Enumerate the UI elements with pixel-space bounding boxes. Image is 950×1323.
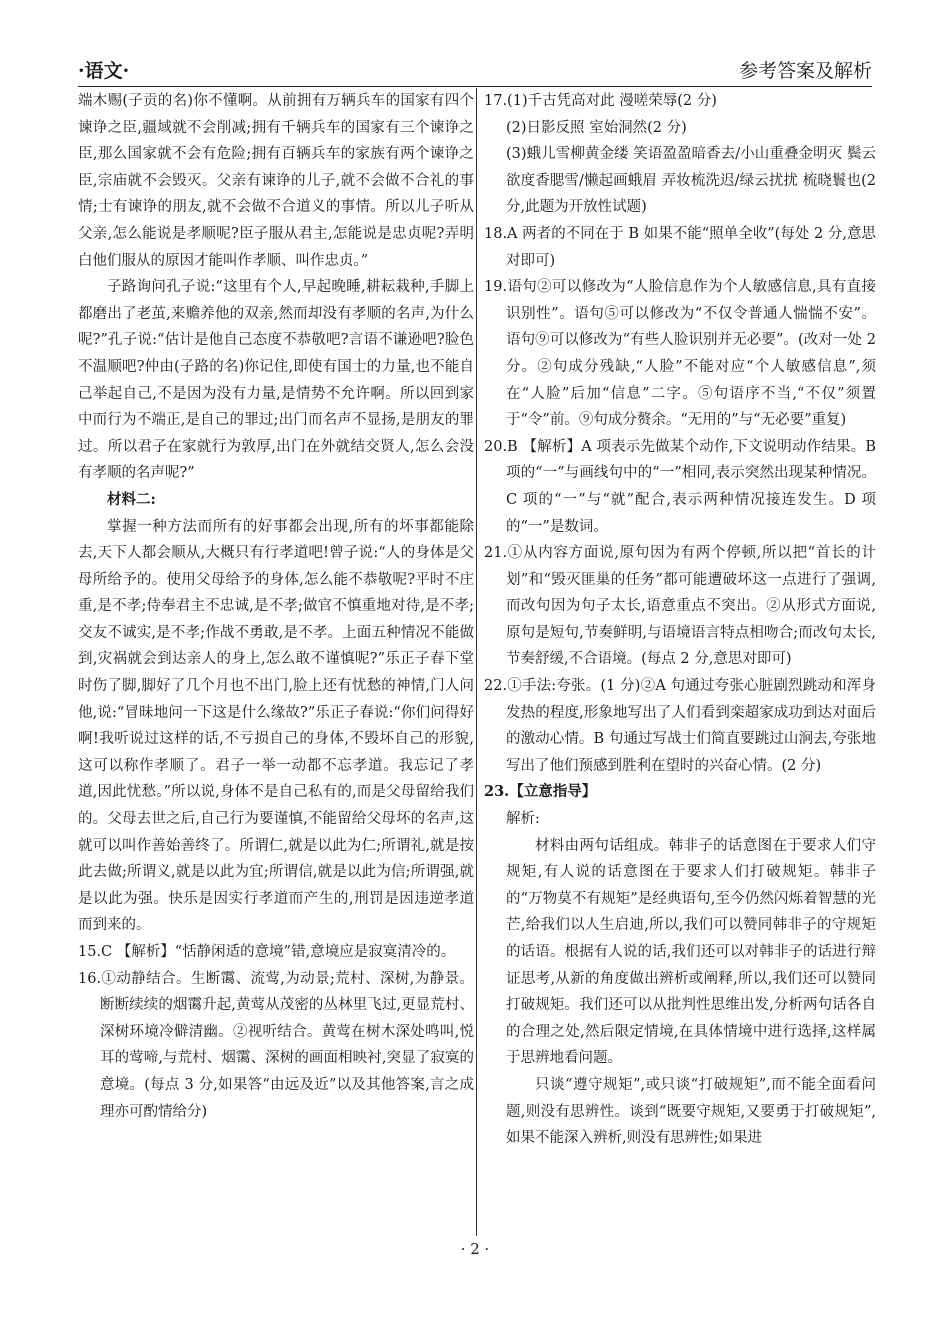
answer-17-3: (3)蛾儿雪柳黄金缕 笑语盈盈暗香去/小山重叠金明灭 鬓云欲度香腮雪/懒起画蛾眉 弄妆梳洗迟/绿云扰扰 梳晓鬟也(2 分,此题为开放性试题): [506, 146, 876, 216]
answer-23-title: 23.【立意指导】: [484, 783, 597, 801]
translation-paragraph: 掌握一种方法而所有的好事都会出现,所有的坏事都能除去,天下人都会顺从,大概只有行孝道吧!曾子说:“人的身体是父母所给予的。使用父母给予的身体,怎么能不恭敬呢?平时不庄重,是不孝;侍奉君主不忠诚,是不孝;做官不慎重地对待,是不孝;交友不诚实,是不孝;作战不勇敢,是不孝。上面五种情况不能做到,灾祸就会到达亲人的身上,怎么敢不谨慎呢?”乐正子春下堂时伤了脚,脚好了几个月也不出门,脸上还有忧愁的神情,门人问他,说:“冒昧地问一下这是什么缘故?”乐正子春说:“你们问得好啊!我听说过这样的话,不亏损自己的身体,不毁坏自己的形貌,这可以称作孝顺了。君子一举一动都不忘孝道。我忘记了孝道,因此忧愁。”所以说,身体不是自己私有的,而是父母留给我们的。父母去世之后,自己行为要谨慎,不能留给父母坏的名声,这就可以叫作善始善终了。所谓仁,就是以此为仁;所谓礼,就是按此去做;所谓义,就是以此为宜;所谓信,就是以此为信;所谓强,就是以此为强。快乐是因实行孝道而产生的,刑罚是因违逆孝道而到来的。: [78, 518, 474, 934]
section-title: 参考答案及解析: [738, 60, 872, 82]
left-column: [78, 88, 474, 1125]
material-heading: 材料二:: [107, 490, 156, 508]
right-column: [484, 88, 876, 1152]
translation-paragraph: 子路询问孔子说:“这里有个人,早起晚睡,耕耘栽种,手脚上都磨出了老茧,来赡养他的双亲,然而却没有孝顺的名声,为什么呢?”孔子说:“估计是他自己态度不恭敬吧?言语不谦逊吧?脸色不温顺吧?仲由(子路的名)你记住,即使有国士的力量,也不能自己举起自己,不是因为没有力量,是情势不允许啊。所以回到家中而行为不端正,是自己的罪过;出门而名声不显扬,是朋友的罪过。所以君子在家就行为敦厚,出门在外就结交贤人,怎么会没有孝顺的名声呢?”: [78, 279, 474, 482]
answer-23-paragraph: 材料由两句话组成。韩非子的话意图在于要求人们守规矩,有人说的话意图在于要求人们打破规矩。韩非子的“万物莫不有规矩”是经典语句,至今仍然闪烁着智慧的光芒,给我们以人生启迪,所以,我们可以赞同韩非子的守规矩的话语。根据有人说的话,我们还可以对韩非子的话进行辩证思考,从新的角度做出辨析或阐释,所以,我们还可以赞同打破规矩。我们还可以从批判性思维出发,分析两句话各自的合理之处,然后限定情境,在具体情境中进行选择,这样属于思辨地看问题。: [506, 837, 876, 1067]
column-divider: [476, 88, 477, 1236]
translation-paragraph: 端木赐(子贡的名)你不懂啊。从前拥有万辆兵车的国家有四个谏诤之臣,疆域就不会削减;拥有千辆兵车的国家有三个谏诤之臣,那么国家就不会有危险;拥有百辆兵车的家族有两个谏诤之臣,宗庙就不会毁灭。父亲有谏诤的儿子,就不会做不合礼的事情;士有谏诤的朋友,就不会做不合道义的事情。所以儿子听从父亲,怎么能说是孝顺呢?臣子服从君主,怎能说是忠贞呢?弄明白他们服从的原因才能叫作孝顺、叫作忠贞。”: [78, 93, 474, 269]
page-number: · 2 ·: [460, 1240, 490, 1258]
answer-23-label: 解析:: [506, 811, 540, 828]
answer-18: 18.A 两者的不同在于 B 如果不能“照单全收”(每处 2 分,意思对即可): [484, 225, 876, 269]
answer-22: 22.①手法:夸张。(1 分)②A 句通过夸张心脏剧烈跳动和浑身发热的程度,形象地写出了人们看到栾超家成功到达对面后的激动心情。B 句通过写战士们简直要跳过山涧去,夸张地写出了他们预感到胜利在望时的兴奋心情。(2 分): [484, 678, 876, 774]
subject-label: ·语文·: [78, 60, 130, 82]
page-header: [78, 50, 872, 87]
answer-19: 19.语句②可以修改为“人脸信息作为个人敏感信息,具有直接识别性”。语句⑤可以修改为“不仅令普通人惴惴不安”。语句⑨可以修改为“有些人脸识别并无必要”。(改对一处 2 分。②句成分残缺,“人脸”不能对应“个人敏感信息”,须在“人脸”后加“信息”二字。⑤句语序不当,“不仅”须置于“令”前。⑨句成分赘余。“无用的”与“无必要”重复): [484, 279, 876, 429]
answer-17-1: 17.(1)千古凭高对此 漫嗟荣辱(2 分): [484, 93, 717, 109]
answer-17-2: (2)日影反照 室始洞然(2 分): [506, 119, 687, 136]
answer-20: 20.B 【解析】A 项表示先做某个动作,下文说明动作结果。B 项的“一”与画线句中的“一”相同,表示突然出现某种情况。C 项的“一”与“就”配合,表示两种情况接连发生。D 项的“一”是数词。: [484, 438, 876, 535]
answer-16: 16.①动静结合。生断霭、流莺,为动景;荒村、深树,为静景。断断续续的烟霭升起,黄莺从茂密的丛林里飞过,更显荒村、深树环境冷僻清幽。②视听结合。黄莺在树木深处鸣叫,悦耳的莺啼,与荒村、烟霭、深树的画面相映衬,突显了寂寞的意境。(每点 3 分,如果答“由远及近”以及其他答案,言之成理亦可酌情给分): [78, 970, 474, 1120]
answer-15: 15.C 【解析】“恬静闲适的意境”错,意境应是寂寞清冷的。: [78, 944, 456, 960]
answer-21: 21.①从内容方面说,原句因为有两个停顿,所以把“首长的计划”和“毁灭匪巢的任务”都可能遭破坏这一点进行了强调,而改句因为句子太长,语意重点不突出。②从形式方面说,原句是短句,节奏鲜明,与语境语言特点相吻合;而改句太长,节奏舒缓,不合语境。(每点 2 分,意思对即可): [484, 545, 876, 668]
answer-23-paragraph: 只谈“遵守规矩”,或只谈“打破规矩”,而不能全面看问题,则没有思辨性。谈到“既要守规矩,又要勇于打破规矩”,如果不能深入辨析,则没有思辨性;如果进: [506, 1076, 876, 1147]
